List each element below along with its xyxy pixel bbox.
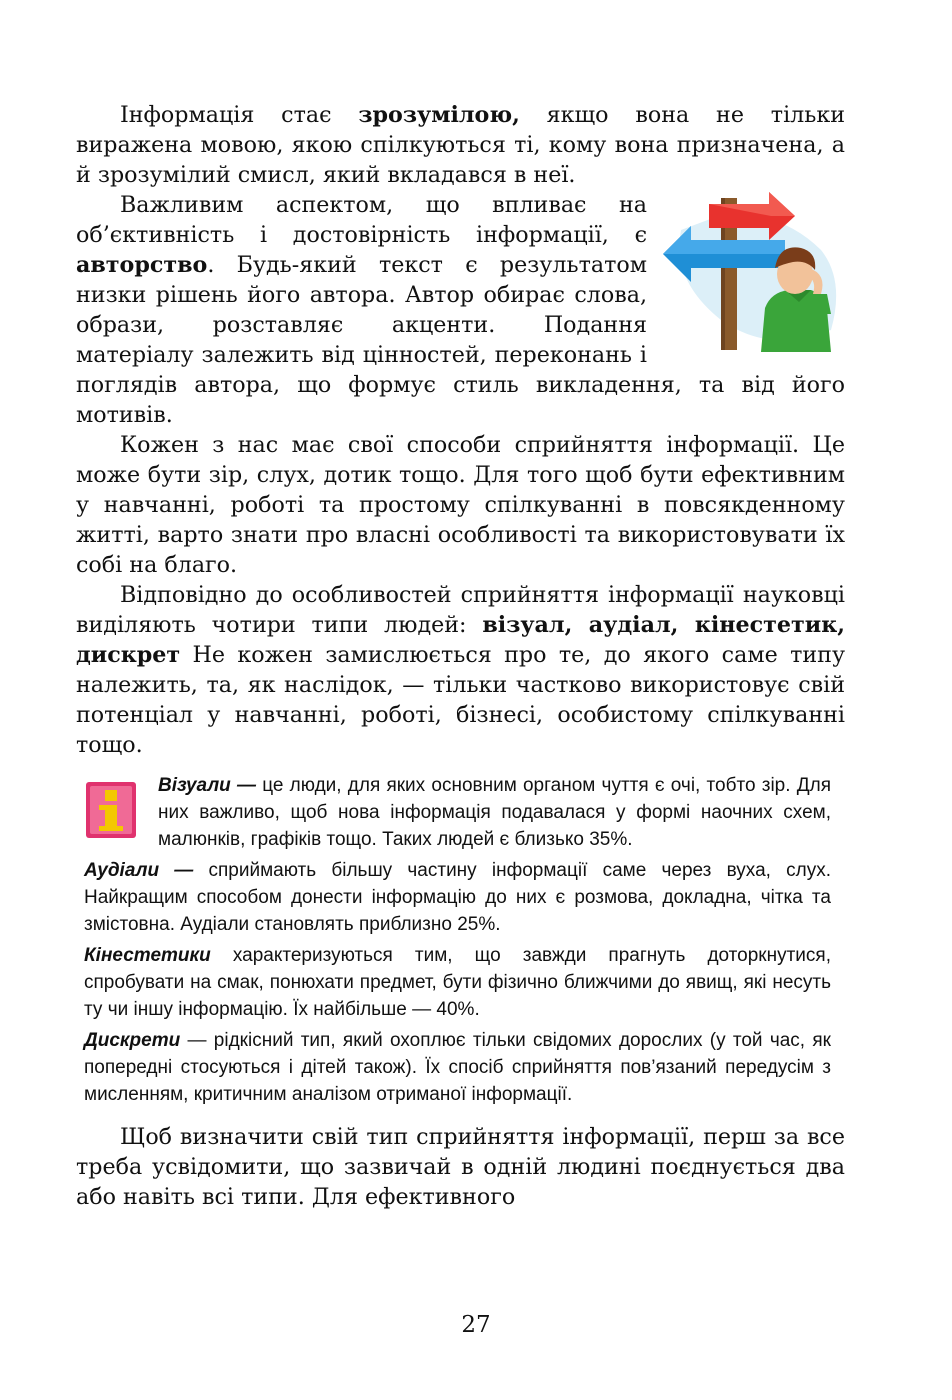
paragraph-4 bbox=[76, 580, 845, 760]
info-text: це люди, для яких основним органом чуття є очі, тобто зір. Для них важливо, щоб нова інформація подавалася у формі наочних схем, малюнків, графіків тощо. Таких людей є близько 35%. bbox=[158, 775, 831, 850]
info-item-vizualy bbox=[84, 772, 845, 853]
info-term: Візуали — bbox=[158, 775, 256, 796]
info-text: сприймають більшу частину інформації саме через вуха, слух. Найкращим способом донести інформацію до них є розмова, докладна, чітка та змістовна. Аудіали становлять приблизно 25%. bbox=[84, 860, 831, 935]
info-text: характеризуються тим, що завжди прагнуть доторкнутися, спробувати на смак, понюхати предмет, бути фізично ближчими до явищ, які несуть ту чи іншу інформацію. Їх найбільше — 40%. bbox=[84, 945, 831, 1020]
paragraph-3: Кожен з нас має свої способи сприйняття інформації. Це може бути зір, слух, дотик тощо. Для того щоб бути ефективним у навчанні, роботі та простому спілкуванні в повсякденному житті, варто знати про власні особливості та використовувати їх собі на благо. bbox=[76, 432, 845, 578]
p1-text-2: якщо вона не тільки виражена мовою, якою спілкуються ті, кому вона призначена, а й зрозумілий смисл, який вкладався в неї. bbox=[76, 102, 845, 188]
p2-bold: авторство bbox=[76, 252, 208, 278]
info-item-kinestetyky bbox=[84, 942, 845, 1023]
info-item-audialy bbox=[84, 857, 845, 938]
info-i-icon bbox=[86, 782, 136, 838]
p2-text-2: . Будь-який текст є результатом низки рішень його автора. Автор обирає слова, образи, розставляє акценти. Подання матеріалу залежить від цінностей, переконань і поглядів автора, що формує стиль викладення, та від його мотивів. bbox=[76, 252, 845, 428]
p4-text-2: Не кожен замислюється про те, до якого саме типу належить, та, як наслідок, — тільки частково використовує свій потенціал у навчанні, роботі, бізнесі, особистому спілкуванні тощо. bbox=[76, 642, 845, 758]
paragraph-1 bbox=[76, 100, 845, 190]
p2-text: Важливим аспектом, що впливає на об’єктивність і достовірність інформації, є bbox=[76, 192, 647, 248]
info-text: — рідкісний тип, який охоплює тільки свідомих дорослих (у той час, як попередні стосуються і дітей також). Їх спосіб сприйняття пов’язаний передусім з мисленням, критичним аналізом отриманої інформації. bbox=[84, 1030, 831, 1105]
page-content bbox=[76, 100, 845, 1212]
paragraph-5: Щоб визначити свій тип сприйняття інформації, перш за все треба усвідомити, що зазвичай в одній людині поєднується два або навіть всі типи. Для ефективного bbox=[76, 1124, 845, 1210]
p4-bold: візуал, аудіал, кінестетик, дискрет bbox=[76, 612, 845, 668]
page-number: 27 bbox=[461, 1312, 491, 1338]
info-item-dyskrety bbox=[84, 1027, 845, 1108]
signpost-boy-illustration bbox=[661, 190, 845, 352]
info-term: Кінестетики bbox=[84, 945, 211, 966]
info-box bbox=[76, 772, 845, 1108]
info-term: Аудіали — bbox=[84, 860, 194, 881]
p1-text: Інформація стає bbox=[120, 102, 359, 128]
p1-bold: зрозумілою, bbox=[358, 102, 520, 128]
info-term: Дискрети bbox=[84, 1030, 181, 1051]
p4-text: Відповідно до особливостей сприйняття інформації науковці виділяють чотири типи людей: bbox=[76, 582, 845, 638]
